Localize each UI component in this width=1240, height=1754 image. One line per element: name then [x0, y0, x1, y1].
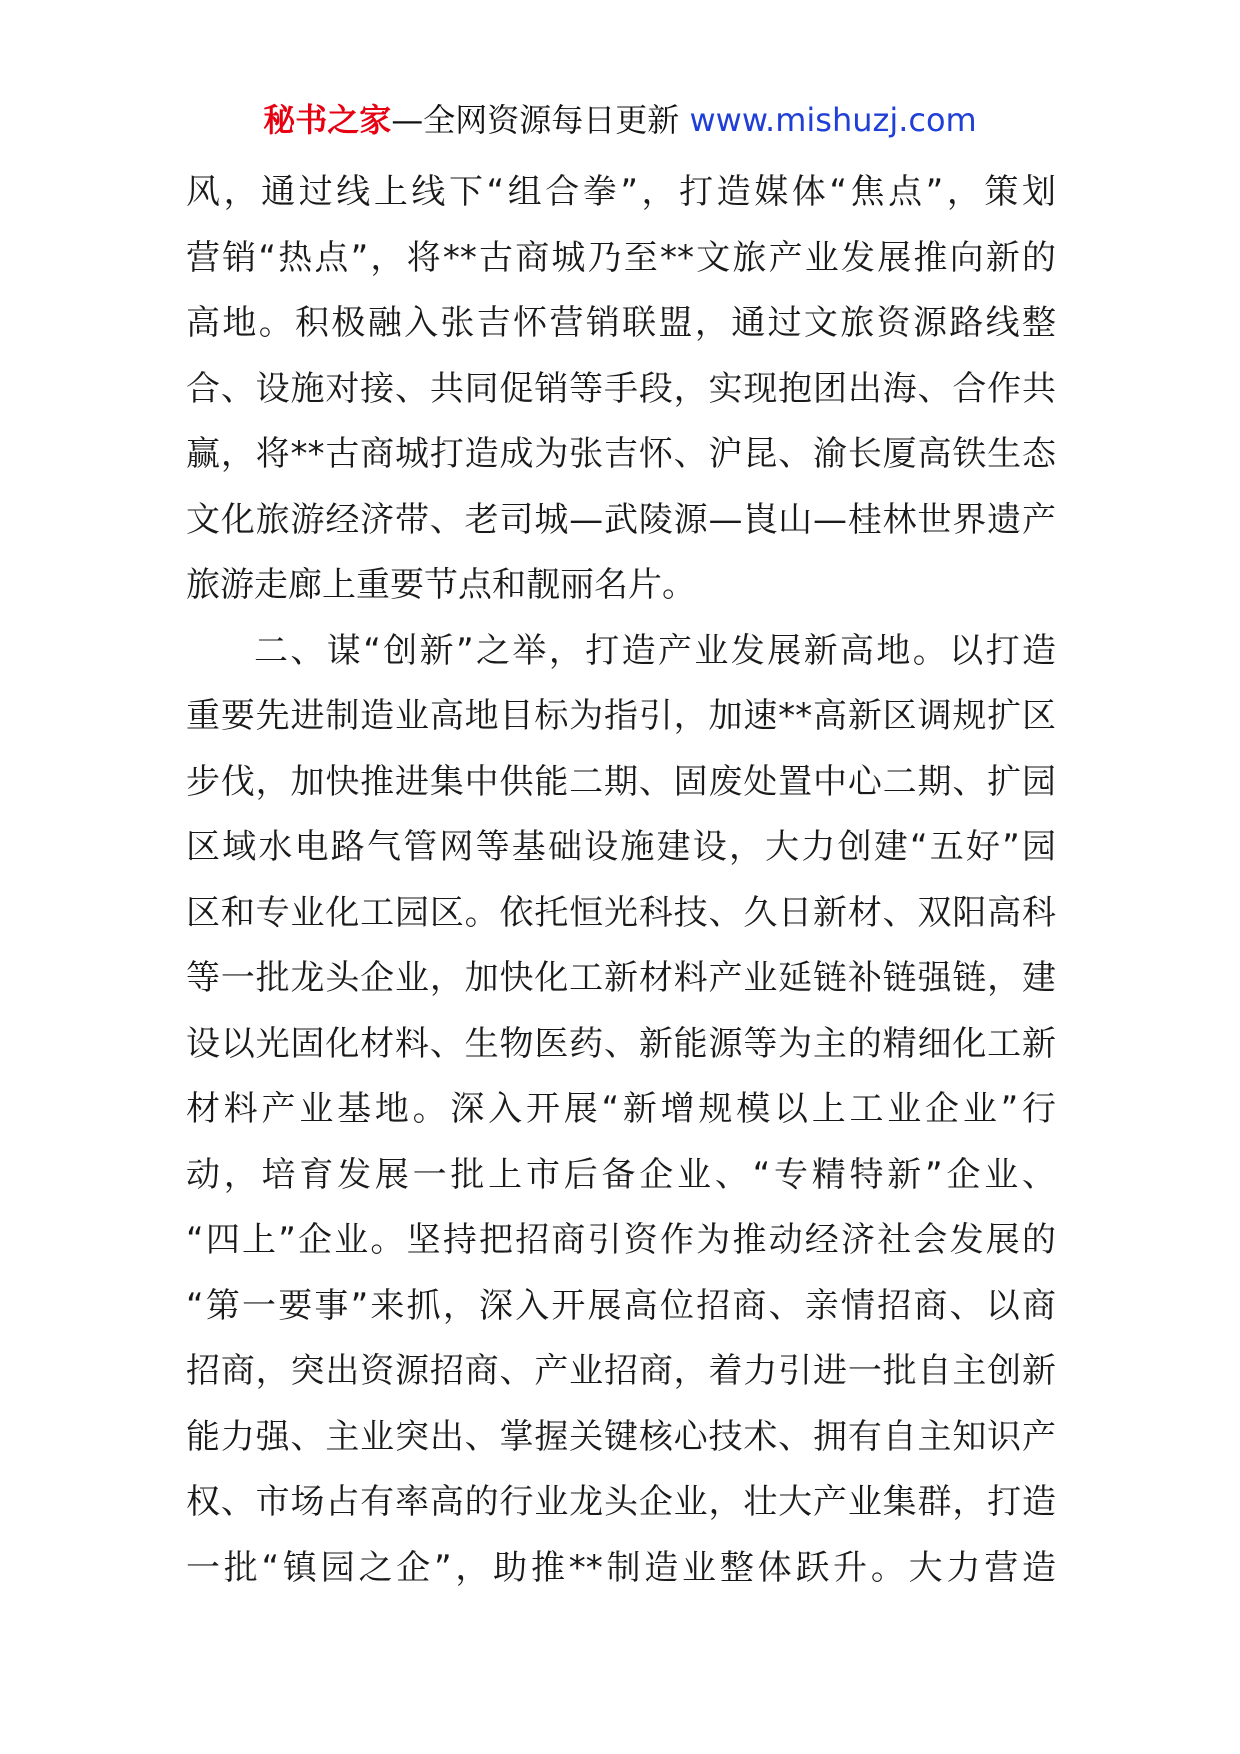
watermark-url-link[interactable]: www.mishuzj.com	[689, 101, 977, 139]
body-line: 步伐，加快推进集中供能二期、固废处置中心二期、扩园	[186, 761, 1056, 802]
body-line: 权、市场占有率高的行业龙头企业，壮大产业集群，打造	[186, 1482, 1056, 1522]
body-line: “四上”企业。坚持把招商引资作为推动经济社会发展的	[186, 1220, 1056, 1260]
body-line: 风，通过线上线下“组合拳”，打造媒体“焦点”，策划	[186, 172, 1056, 212]
body-line: 文化旅游经济带、老司城—武陵源—崀山—桂林世界遗产	[186, 499, 1056, 540]
body-line: 旅游走廊上重要节点和靓丽名片。	[186, 565, 696, 605]
body-line: 能力强、主业突出、掌握关键核心技术、拥有自主知识产	[186, 1416, 1056, 1457]
body-line: 招商，突出资源招商、产业招商，着力引进一批自主创新	[186, 1351, 1056, 1391]
watermark-slogan: —全网资源每日更新	[391, 101, 680, 139]
body-line: 区域水电路气管网等基础设施建设，大力创建“五好”园	[186, 827, 1056, 867]
body-line: 区和专业化工园区。依托恒光科技、久日新材、双阳高科	[186, 892, 1056, 933]
body-line: 合、设施对接、共同促销等手段，实现抱团出海、合作共	[186, 368, 1056, 409]
section-heading-line: 二、谋“创新”之举，打造产业发展新高地。以打造	[254, 630, 1056, 671]
body-line: “第一要事”来抓，深入开展高位招商、亲情招商、以商	[186, 1285, 1056, 1326]
body-line: 赢，将**古商城打造成为张吉怀、沪昆、渝长厦高铁生态	[186, 434, 1056, 474]
body-line: 设以光固化材料、生物医药、新能源等为主的精细化工新	[186, 1023, 1056, 1064]
body-line: 材料产业基地。深入开展“新增规模以上工业企业”行	[186, 1089, 1056, 1129]
body-line: 等一批龙头企业，加快化工新材料产业延链补链强链，建	[186, 958, 1056, 998]
body-line: 重要先进制造业高地目标为指引，加速**高新区调规扩区	[186, 696, 1056, 736]
body-line: 一批“镇园之企”，助推**制造业整体跃升。大力营造	[186, 1547, 1056, 1588]
body-line: 营销“热点”，将**古商城乃至**文旅产业发展推向新的	[186, 237, 1056, 278]
watermark-header	[0, 100, 1240, 140]
body-line: 动，培育发展一批上市后备企业、“专精特新”企业、	[186, 1154, 1056, 1195]
document-body	[186, 160, 1056, 1601]
watermark-brand: 秘书之家	[263, 101, 392, 139]
body-line: 高地。积极融入张吉怀营销联盟，通过文旅资源路线整	[186, 303, 1056, 343]
